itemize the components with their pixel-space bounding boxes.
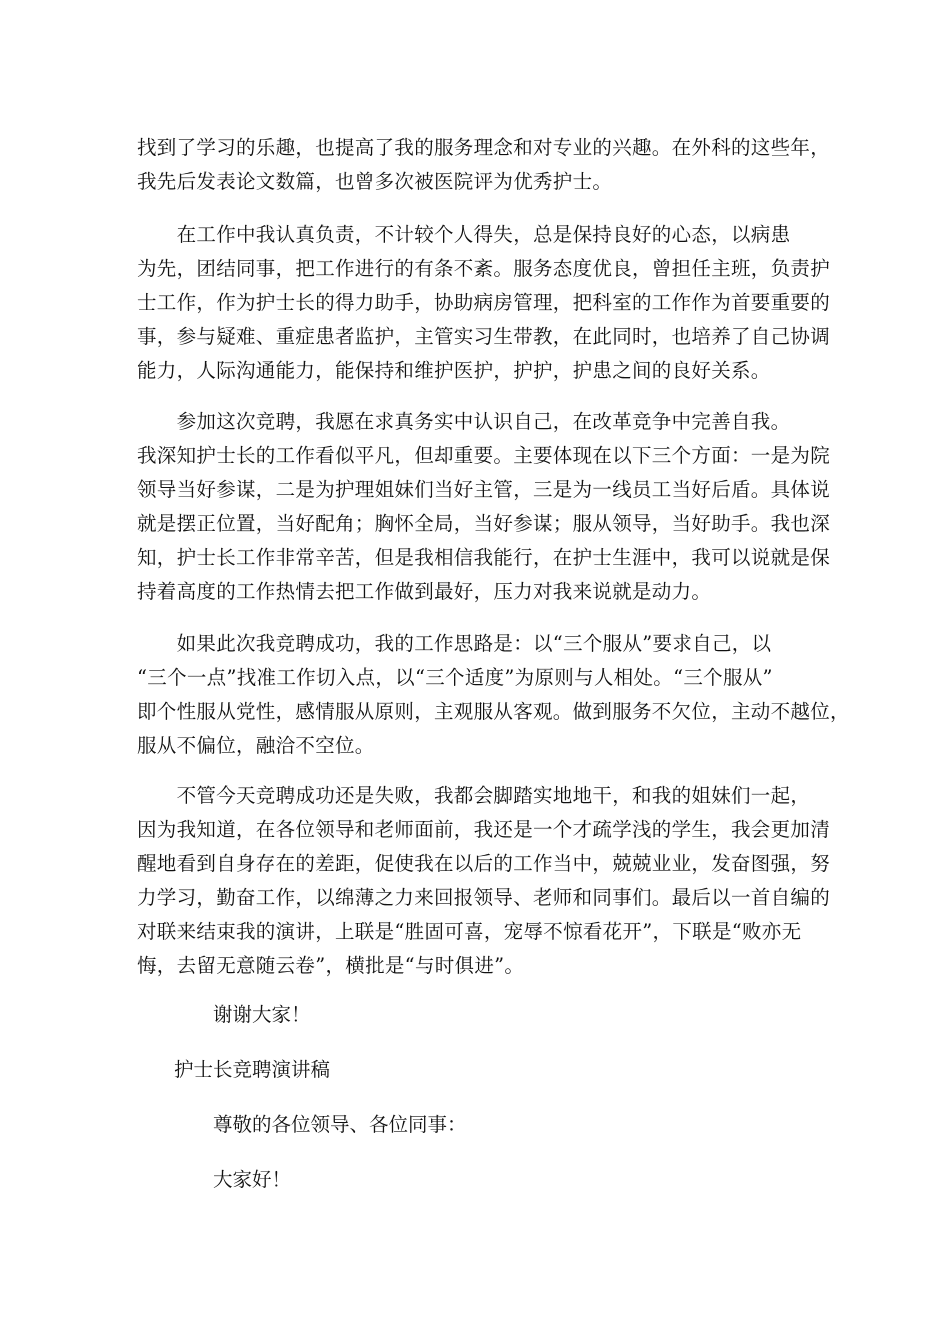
text-line: 士工作，作为护士长的得力助手，协助病房管理，把科室的工作作为首要重要的 bbox=[137, 291, 831, 314]
text-line: 力学习，勤奋工作，以绵薄之力来回报领导、老师和同事们。最后以一首自编的 bbox=[137, 886, 831, 909]
paragraph-1 bbox=[137, 131, 831, 199]
text-line: 醒地看到自身存在的差距，促使我在以后的工作当中，兢兢业业，发奋图强，努 bbox=[137, 852, 831, 875]
text-line: 领导当好参谋，二是为护理姐妹们当好主管，三是为一线员工当好后盾。具体说 bbox=[137, 478, 831, 501]
text-line: 就是摆正位置，当好配角；胸怀全局，当好参谋；服从领导，当好助手。我也深 bbox=[137, 512, 831, 535]
text-line: “三个一点”找准工作切入点，以“三个适度”为原则与人相处。“三个服从” bbox=[137, 666, 773, 689]
text-line: 服从不偏位，融洽不空位。 bbox=[137, 734, 375, 757]
text-line: 如果此次我竞聘成功，我的工作思路是：以“三个服从”要求自己，以 bbox=[137, 632, 772, 655]
text-line: 对联来结束我的演讲，上联是“胜固可喜，宠辱不惊看花开”，下联是“败亦无 bbox=[137, 920, 802, 943]
text-line: 我深知护士长的工作看似平凡，但却重要。主要体现在以下三个方面：一是为院 bbox=[137, 444, 831, 467]
text-line: 悔，去留无意随云卷”，横批是“与时俱进”。 bbox=[137, 954, 525, 977]
text-line: 找到了学习的乐趣，也提高了我的服务理念和对专业的兴趣。在外科的这些年， bbox=[137, 136, 831, 159]
text-line: 为先，团结同事，把工作进行的有条不紊。服务态度优良，曾担任主班，负责护 bbox=[137, 257, 831, 280]
text-line: 能力，人际沟通能力，能保持和维护医护，护护，护患之间的良好关系。 bbox=[137, 359, 771, 382]
text-line: 不管今天竞聘成功还是失败，我都会脚踏实地地干，和我的姐妹们一起， bbox=[137, 784, 811, 807]
text-line: 事，参与疑难、重症患者监护，主管实习生带教，在此同时，也培养了自己协调 bbox=[137, 325, 831, 348]
text-line: 参加这次竞聘，我愿在求真务实中认识自己，在改革竞争中完善自我。 bbox=[137, 410, 791, 433]
paragraph-3 bbox=[137, 405, 831, 609]
paragraph-5 bbox=[137, 779, 831, 983]
speech-title: 护士长竞聘演讲稿 bbox=[174, 1058, 331, 1081]
text-line: 知，护士长工作非常辛苦，但是我相信我能行，在护士生涯中，我可以说就是保 bbox=[137, 546, 831, 569]
text-line: 在工作中我认真负责，不计较个人得失，总是保持良好的心态，以病患 bbox=[137, 223, 791, 246]
text-line: 持着高度的工作热情去把工作做到最好，压力对我来说就是动力。 bbox=[137, 580, 712, 603]
paragraph-4 bbox=[137, 627, 850, 763]
text-line: 因为我知道，在各位领导和老师面前，我还是一个才疏学浅的学生，我会更加清 bbox=[137, 818, 831, 841]
thanks-line: 谢谢大家！ bbox=[213, 1003, 311, 1026]
text-line: 我先后发表论文数篇，也曾多次被医院评为优秀护士。 bbox=[137, 170, 613, 193]
paragraph-2 bbox=[137, 218, 831, 388]
greeting-line: 大家好！ bbox=[213, 1168, 292, 1191]
salutation-line: 尊敬的各位领导、各位同事： bbox=[213, 1113, 467, 1136]
text-line: 即个性服从党性，感情服从原则，主观服从客观。做到服务不欠位，主动不越位， bbox=[137, 700, 850, 723]
